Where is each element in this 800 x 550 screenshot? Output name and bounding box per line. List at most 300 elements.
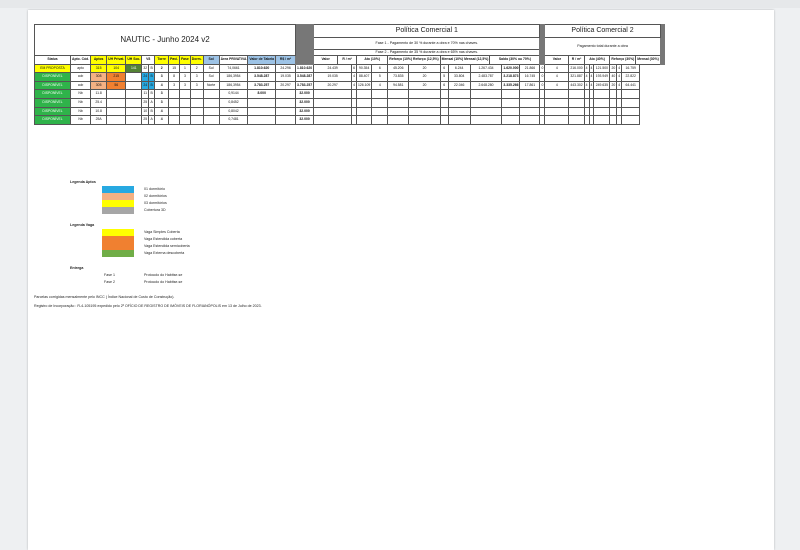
cell-ato: 88.407 bbox=[357, 73, 372, 82]
cell-sol bbox=[203, 98, 219, 107]
cell-valor2 bbox=[502, 90, 520, 99]
cell-t: B bbox=[149, 107, 155, 116]
legend-aptos-title: Legenda Aptos bbox=[70, 180, 96, 184]
cell-a2 bbox=[372, 107, 388, 116]
cell-pav: 2 bbox=[155, 64, 169, 73]
table-row bbox=[35, 116, 665, 125]
entrega-fase1: Fase 1 bbox=[104, 273, 115, 277]
cell-saldo bbox=[470, 107, 502, 116]
cell-sol: Sul bbox=[203, 73, 219, 82]
cell-a2: 4 bbox=[372, 81, 388, 90]
cell-uhp bbox=[107, 107, 126, 116]
header-reforco2: Reforço (30%) bbox=[610, 56, 636, 65]
cell-men2: 16.759 bbox=[622, 64, 640, 73]
cell-valor: 32.000 bbox=[296, 107, 314, 116]
cell-uhs bbox=[126, 81, 142, 90]
cell-b6: 4 bbox=[617, 64, 622, 73]
cell-ato: 90.354 bbox=[357, 64, 372, 73]
cell-b3: 4 bbox=[584, 73, 589, 82]
cell-pav: 3 bbox=[155, 98, 169, 107]
cell-rm3 bbox=[520, 116, 540, 125]
cell-status: DISPONÍVEL bbox=[35, 98, 71, 107]
cell-b5 bbox=[610, 116, 617, 125]
cell-uhs bbox=[126, 90, 142, 99]
cell-fase bbox=[169, 98, 180, 107]
header-status: Status bbox=[35, 56, 71, 65]
cell-a3: 20 bbox=[409, 73, 440, 82]
cell-sol bbox=[203, 107, 219, 116]
header-valor2: Valor bbox=[545, 56, 569, 65]
legend-swatch bbox=[102, 186, 134, 193]
legend-swatch bbox=[102, 243, 134, 250]
cell-status: DISPONÍVEL bbox=[35, 107, 71, 116]
header-valor: Valor bbox=[314, 56, 338, 65]
header-uh-soc: UH Soc. bbox=[126, 56, 142, 65]
header-reforco: Reforço (10%) Reforço (12,5%) bbox=[388, 56, 440, 65]
cell-cod: cob bbox=[71, 81, 91, 90]
price-table bbox=[34, 24, 665, 125]
cell-uhs bbox=[126, 73, 142, 82]
cell-aptos: 25A bbox=[91, 116, 107, 125]
cell-valor2: 3.218.873 bbox=[502, 73, 520, 82]
cell-vt: 1.810.620 bbox=[248, 64, 276, 73]
policy1-line1: Fase 1 - Pagamento de 30 % durante a obra e 70% nas chaves. bbox=[314, 38, 540, 50]
cell-rm2 bbox=[314, 98, 352, 107]
cell-dorm bbox=[180, 116, 191, 125]
cell-rm3: 21.866 bbox=[520, 64, 540, 73]
cell-vt: 8.000 bbox=[248, 90, 276, 99]
cell-b1: 0 bbox=[540, 73, 545, 82]
cell-aptos: 315 bbox=[91, 64, 107, 73]
cell-valor: 3.548.287 bbox=[296, 73, 314, 82]
cell-valor: 32.000 bbox=[296, 98, 314, 107]
cell-ato: 126.109 bbox=[357, 81, 372, 90]
cell-fase bbox=[169, 90, 180, 99]
cell-area: 186,3954 bbox=[219, 81, 248, 90]
cell-ref2 bbox=[594, 90, 610, 99]
cell-a1: 4 bbox=[352, 81, 357, 90]
entrega-fase1-label: Protocolo do Habitse-se bbox=[144, 273, 183, 277]
cell-status: DISPONÍVEL bbox=[35, 81, 71, 90]
cell-pav: 3 bbox=[155, 73, 169, 82]
cell-cod: Nb bbox=[71, 98, 91, 107]
cell-men bbox=[448, 107, 470, 116]
cell-ref bbox=[388, 98, 409, 107]
cell-rm3: 16.745 bbox=[520, 73, 540, 82]
cell-sol-n: 2 bbox=[190, 64, 203, 73]
cell-men2: 22.822 bbox=[622, 73, 640, 82]
cell-b2 bbox=[545, 90, 569, 99]
cell-saldo: 2.648.280 bbox=[470, 81, 502, 90]
cell-t: A bbox=[149, 98, 155, 107]
cell-area: 186,3954 bbox=[219, 73, 248, 82]
cell-sol bbox=[203, 116, 219, 125]
cell-uhs bbox=[126, 116, 142, 125]
cell-dorm: 3 bbox=[180, 81, 191, 90]
cell-ato bbox=[357, 116, 372, 125]
cell-v: 10 bbox=[142, 107, 149, 116]
cell-uhs: 141 bbox=[126, 64, 142, 73]
cell-vt bbox=[248, 116, 276, 125]
cell-men bbox=[448, 116, 470, 125]
header-sol: Sol bbox=[203, 56, 219, 65]
cell-rm2 bbox=[314, 116, 352, 125]
cell-cod: Nb bbox=[71, 90, 91, 99]
legend-vaga-title: Legenda Vaga bbox=[70, 223, 95, 227]
cell-a4: 5 bbox=[440, 73, 448, 82]
cell-aptos: 308 bbox=[91, 73, 107, 82]
header-row bbox=[35, 56, 665, 65]
cell-a2: 6 bbox=[372, 64, 388, 73]
policy1-line2: Fase 2 - Pagamento de 35 % durante a obra e 65% nas chaves. bbox=[314, 50, 540, 56]
cell-fase: 15 bbox=[169, 64, 180, 73]
cell-area: 0,8042 bbox=[219, 107, 248, 116]
header-mensal2: Mensal (30%) bbox=[636, 56, 660, 65]
cell-sol-n bbox=[190, 98, 203, 107]
cell-b2: 4 bbox=[545, 64, 569, 73]
header-ato: Ato (10%) bbox=[357, 56, 388, 65]
header-saldo: Saldo (30% ou 70%) bbox=[490, 56, 540, 65]
cell-a2 bbox=[372, 98, 388, 107]
cell-t: B bbox=[149, 90, 155, 99]
header-apto-cod: Apto. Cód. bbox=[71, 56, 91, 65]
cell-valor: 32.000 bbox=[296, 90, 314, 99]
cell-v: 25 bbox=[142, 116, 149, 125]
header-torre: Torre bbox=[155, 56, 169, 65]
legend-swatch bbox=[102, 193, 134, 200]
cell-rm2: 19.035 bbox=[314, 73, 352, 82]
cell-area: 74,0661 bbox=[219, 64, 248, 73]
cell-a4 bbox=[440, 98, 448, 107]
cell-men2 bbox=[622, 90, 640, 99]
cell-rm2: 20.297 bbox=[314, 81, 352, 90]
legend-swatch bbox=[102, 207, 134, 214]
cell-status: DISPONÍVEL bbox=[35, 73, 71, 82]
cell-rm3: 17.861 bbox=[520, 81, 540, 90]
cell-ref2: 121.500 bbox=[594, 64, 610, 73]
cell-dorm bbox=[180, 107, 191, 116]
cell-v: 32 bbox=[142, 64, 149, 73]
cell-ref2: 249.635 bbox=[594, 81, 610, 90]
cell-dorm bbox=[180, 90, 191, 99]
cell-a3 bbox=[409, 107, 440, 116]
legend-label: Vaga Estendida coberta bbox=[144, 237, 183, 241]
cell-a1: 4 bbox=[352, 73, 357, 82]
cell-a4 bbox=[440, 107, 448, 116]
cell-valor2 bbox=[502, 116, 520, 125]
cell-vt: 3.548.287 bbox=[248, 73, 276, 82]
cell-a3: 20 bbox=[409, 64, 440, 73]
cell-ato2 bbox=[569, 90, 584, 99]
cell-ato2 bbox=[569, 116, 584, 125]
cell-rm bbox=[276, 116, 296, 125]
cell-area: 0,9144 bbox=[219, 90, 248, 99]
cell-area: 0,8452 bbox=[219, 98, 248, 107]
cell-b2: 4 bbox=[545, 81, 569, 90]
cell-a2 bbox=[372, 116, 388, 125]
header-uh-privat: UH Privat. bbox=[107, 56, 126, 65]
cell-uhp bbox=[107, 90, 126, 99]
cell-b2 bbox=[545, 107, 569, 116]
cell-ref: 45.206 bbox=[388, 64, 409, 73]
cell-rm: 20.297 bbox=[276, 81, 296, 90]
cell-a3: 20 bbox=[409, 81, 440, 90]
cell-saldo: 2.483.787 bbox=[470, 73, 502, 82]
cell-pav: 3 bbox=[155, 90, 169, 99]
cell-saldo bbox=[470, 116, 502, 125]
cell-rm2: 24.439 bbox=[314, 64, 352, 73]
entrega-fase2: Fase 2 bbox=[104, 280, 115, 284]
header-fase: Fase bbox=[180, 56, 191, 65]
cell-uhs bbox=[126, 98, 142, 107]
entrega-fase2-label: Protocolo do Habitse-se bbox=[144, 280, 183, 284]
cell-men bbox=[448, 90, 470, 99]
cell-men: 6.244 bbox=[448, 64, 470, 73]
cell-b1: 0 bbox=[540, 81, 545, 90]
cell-uhp bbox=[107, 98, 126, 107]
cell-a4 bbox=[440, 90, 448, 99]
cell-status: DISPONÍVEL bbox=[35, 116, 71, 125]
cell-saldo: 1.267.434 bbox=[470, 64, 502, 73]
cell-fase: 3 bbox=[169, 81, 180, 90]
cell-men bbox=[448, 98, 470, 107]
cell-sol: Sul bbox=[203, 64, 219, 73]
cell-pav: 4 bbox=[155, 81, 169, 90]
cell-a3 bbox=[409, 116, 440, 125]
cell-rm2 bbox=[314, 90, 352, 99]
cell-rm3 bbox=[520, 98, 540, 107]
cell-valor2: 1.620.000 bbox=[502, 64, 520, 73]
cell-dorm: 1 bbox=[180, 64, 191, 73]
cell-a2 bbox=[372, 90, 388, 99]
cell-v: 11 bbox=[142, 90, 149, 99]
cell-ref2: 193.949 bbox=[594, 73, 610, 82]
cell-t: B bbox=[149, 73, 155, 82]
cell-ref bbox=[388, 107, 409, 116]
cell-b5 bbox=[610, 98, 617, 107]
table-row bbox=[35, 81, 665, 90]
viewer-top-strip bbox=[0, 0, 800, 8]
cell-b5 bbox=[610, 107, 617, 116]
table-row bbox=[35, 73, 665, 82]
cell-a2: 5 bbox=[372, 73, 388, 82]
cell-b5: 20 bbox=[610, 81, 617, 90]
cell-men: 33.804 bbox=[448, 73, 470, 82]
cell-t: B bbox=[149, 81, 155, 90]
cell-valor2 bbox=[502, 98, 520, 107]
cell-ato2: 321.887 bbox=[569, 73, 584, 82]
cell-area: 0,7481 bbox=[219, 116, 248, 125]
cell-cod: apto bbox=[71, 64, 91, 73]
cell-sol-n bbox=[190, 116, 203, 125]
table-title: NAUTIC - Junho 2024 v2 bbox=[35, 25, 296, 56]
cell-valor: 1.810.620 bbox=[296, 64, 314, 73]
cell-a4: 6 bbox=[440, 81, 448, 90]
cell-aptos: 305 bbox=[91, 81, 107, 90]
cell-uhs bbox=[126, 107, 142, 116]
cell-uhp: 215 bbox=[107, 73, 126, 82]
header-v: V8 bbox=[142, 56, 155, 65]
policy2-title: Política Comercial 2 bbox=[545, 25, 660, 38]
cell-ato2: 443.302 bbox=[569, 81, 584, 90]
header-r-m2-b: R / m² bbox=[338, 56, 357, 65]
cell-ato bbox=[357, 98, 372, 107]
header-mensal: Mensal (10%) Mensal (12,5%) bbox=[440, 56, 490, 65]
table-row bbox=[35, 98, 665, 107]
cell-uhp: 104 bbox=[107, 64, 126, 73]
cell-t: A bbox=[149, 116, 155, 125]
cell-fase bbox=[169, 116, 180, 125]
header-ato2: Ato (40%) bbox=[584, 56, 610, 65]
footer-registro-note: Registro de Incorporação : R-4-105195 expedido pelo 2º OFÍCIO DE REGISTRO DE IMÓVEIS DE FLORIANÓPOLIS em 13 de Julho de 2023. bbox=[34, 304, 262, 308]
cell-ref bbox=[388, 90, 409, 99]
cell-aptos: 11.8 bbox=[91, 90, 107, 99]
policy1-title: Política Comercial 1 bbox=[314, 25, 540, 38]
cell-men: 22.046 bbox=[448, 81, 470, 90]
cell-ref2 bbox=[594, 107, 610, 116]
cell-ato bbox=[357, 107, 372, 116]
cell-saldo bbox=[470, 98, 502, 107]
legend-swatch bbox=[102, 250, 134, 257]
cell-sol bbox=[203, 90, 219, 99]
cell-b6: 4 bbox=[617, 81, 622, 90]
cell-rm: 24.296 bbox=[276, 64, 296, 73]
cell-dorm bbox=[180, 98, 191, 107]
cell-status: EM PROPOSTA bbox=[35, 64, 71, 73]
legend-label: Vaga Estendida semicoberta bbox=[144, 244, 190, 248]
cell-rm: 19.035 bbox=[276, 73, 296, 82]
legend-label: Vaga Simples Coberta bbox=[144, 230, 180, 234]
price-grid bbox=[34, 24, 665, 125]
cell-valor: 3.783.257 bbox=[296, 81, 314, 90]
cell-status: DISPONÍVEL bbox=[35, 90, 71, 99]
legend-swatch bbox=[102, 200, 134, 207]
table-row bbox=[35, 107, 665, 116]
cell-rm bbox=[276, 98, 296, 107]
cell-v: 25 bbox=[142, 98, 149, 107]
header-r-m2: R$ / m² bbox=[276, 56, 296, 65]
table-row bbox=[35, 90, 665, 99]
cell-dorm: 3 bbox=[180, 73, 191, 82]
cell-b1: 0 bbox=[540, 64, 545, 73]
cell-rm bbox=[276, 107, 296, 116]
cell-pav: 4 bbox=[155, 116, 169, 125]
policy2-line1: Pagamento total durante a obra bbox=[545, 38, 660, 56]
table-row bbox=[35, 64, 665, 73]
cell-b6: 4 bbox=[617, 73, 622, 82]
cell-valor2: 3.335.266 bbox=[502, 81, 520, 90]
header-pav: Pavi. bbox=[169, 56, 180, 65]
cell-b4: 4 bbox=[589, 81, 594, 90]
legend-swatch bbox=[102, 229, 134, 236]
cell-ref: 94.581 bbox=[388, 81, 409, 90]
cell-fase bbox=[169, 107, 180, 116]
cell-b2: 4 bbox=[545, 73, 569, 82]
cell-uhp bbox=[107, 116, 126, 125]
cell-valor: 32.000 bbox=[296, 116, 314, 125]
legend-label: 01 dormitório bbox=[144, 187, 165, 191]
cell-saldo bbox=[470, 90, 502, 99]
cell-fase: 8 bbox=[169, 73, 180, 82]
cell-men2 bbox=[622, 116, 640, 125]
cell-b2 bbox=[545, 116, 569, 125]
cell-cod: Nb bbox=[71, 116, 91, 125]
header-r-m2-c: R / m² bbox=[569, 56, 584, 65]
column-separator bbox=[296, 25, 314, 65]
cell-ato bbox=[357, 90, 372, 99]
cell-sol-n: 3 bbox=[190, 73, 203, 82]
cell-vt bbox=[248, 98, 276, 107]
header-dorm: Dorm. bbox=[190, 56, 203, 65]
cell-a3 bbox=[409, 98, 440, 107]
cell-ato2: 216.000 bbox=[569, 64, 584, 73]
footer-incc-note: Parcelas corrigidas mensalmente pelo INCC ( Índice Nacional de Custo de Construção). bbox=[34, 295, 175, 299]
cell-ref: 73.835 bbox=[388, 73, 409, 82]
cell-uhp: 56 bbox=[107, 81, 126, 90]
cell-b4: 4 bbox=[589, 73, 594, 82]
cell-men2: 64.441 bbox=[622, 81, 640, 90]
cell-t: B bbox=[149, 64, 155, 73]
cell-sol: Norte bbox=[203, 81, 219, 90]
cell-sol-n: 3 bbox=[190, 81, 203, 90]
cell-men2 bbox=[622, 107, 640, 116]
cell-a4 bbox=[440, 116, 448, 125]
cell-ato2 bbox=[569, 98, 584, 107]
legend-entrega-title: Entrega bbox=[70, 266, 84, 270]
legend-swatch bbox=[102, 236, 134, 243]
cell-a4: 6 bbox=[440, 64, 448, 73]
cell-a1: 6 bbox=[352, 64, 357, 73]
cell-cod: Nb bbox=[71, 107, 91, 116]
cell-sol-n bbox=[190, 90, 203, 99]
cell-ato2 bbox=[569, 107, 584, 116]
column-separator bbox=[660, 25, 664, 65]
cell-b2 bbox=[545, 98, 569, 107]
cell-valor2 bbox=[502, 107, 520, 116]
cell-pav: 4 bbox=[155, 107, 169, 116]
legend-label: 02 dormitórios bbox=[144, 194, 167, 198]
cell-rm3 bbox=[520, 107, 540, 116]
cell-aptos: 25.4 bbox=[91, 98, 107, 107]
legend-label: Vaga Externa descoberta bbox=[144, 251, 185, 255]
cell-b3: 4 bbox=[584, 64, 589, 73]
cell-b5 bbox=[610, 90, 617, 99]
cell-sol-n bbox=[190, 107, 203, 116]
cell-v: 24 bbox=[142, 81, 149, 90]
cell-vt bbox=[248, 107, 276, 116]
header-valor-tabela: Valor de Tabela bbox=[248, 56, 276, 65]
cell-vt: 3.783.257 bbox=[248, 81, 276, 90]
cell-b3: 4 bbox=[584, 81, 589, 90]
cell-v: 24 bbox=[142, 73, 149, 82]
cell-cod: cob bbox=[71, 73, 91, 82]
legend-label: 03 dormitórios bbox=[144, 201, 167, 205]
cell-b4: 4 bbox=[589, 64, 594, 73]
cell-men2 bbox=[622, 98, 640, 107]
cell-rm bbox=[276, 90, 296, 99]
cell-ref2 bbox=[594, 98, 610, 107]
cell-ref bbox=[388, 116, 409, 125]
header-area: Área PRIVATIVA bbox=[219, 56, 248, 65]
cell-rm2 bbox=[314, 107, 352, 116]
cell-aptos: 10.8 bbox=[91, 107, 107, 116]
cell-ref2 bbox=[594, 116, 610, 125]
legend-label: Cobertura 3D bbox=[144, 208, 166, 212]
header-aptos: Aptos bbox=[91, 56, 107, 65]
cell-rm3 bbox=[520, 90, 540, 99]
cell-b5: 40 bbox=[610, 73, 617, 82]
cell-a3 bbox=[409, 90, 440, 99]
